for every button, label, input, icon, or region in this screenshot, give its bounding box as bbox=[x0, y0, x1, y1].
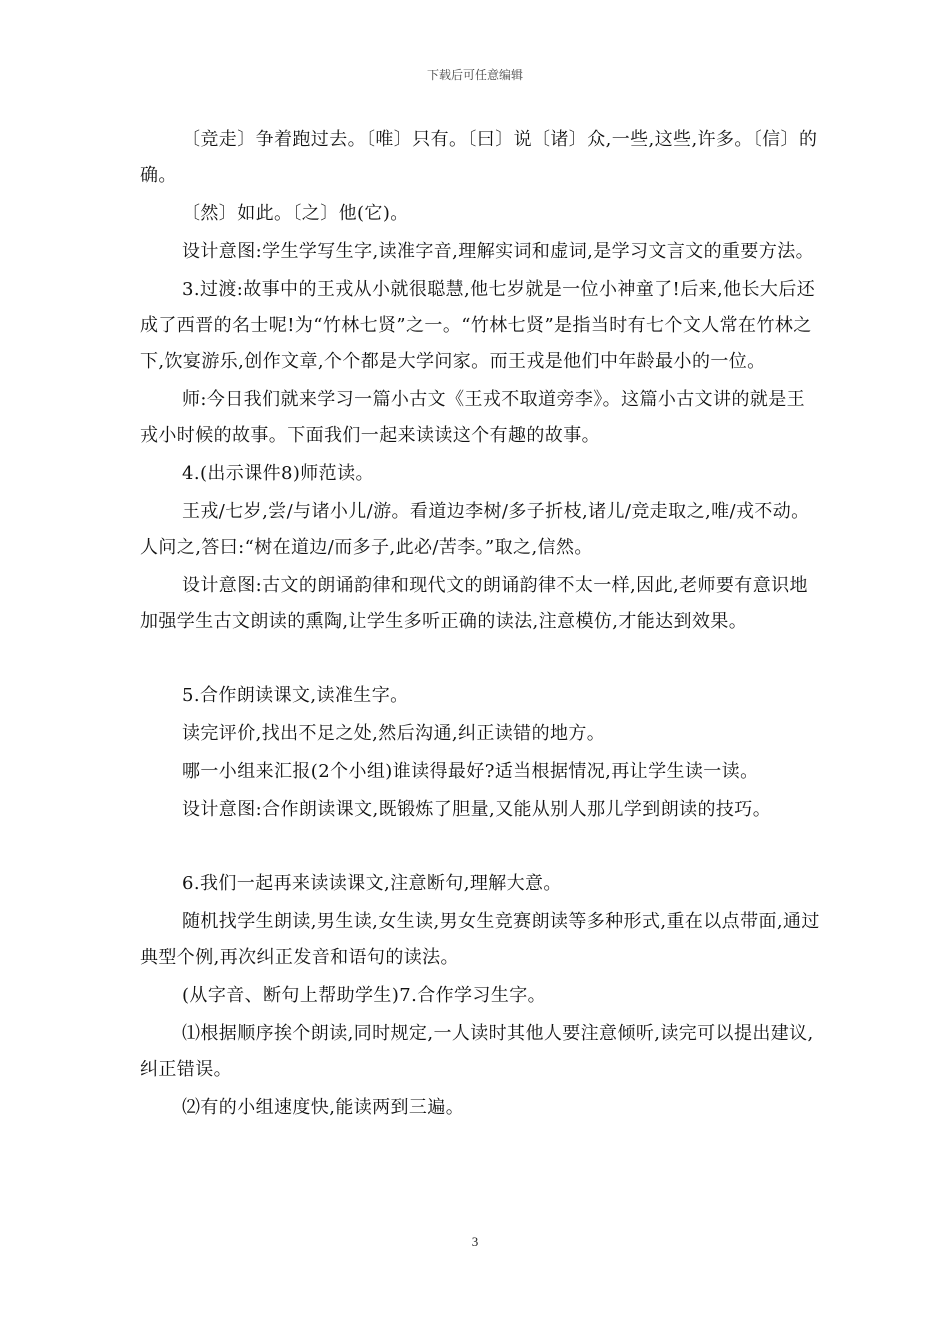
paragraph-item-1: ⑴根据顺序挨个朗读,同时规定,一人读时其他人要注意倾听,读完可以提出建议,纠正错误。 bbox=[140, 1023, 814, 1080]
paragraph-design-intent-1: 设计意图:学生学写生字,读准字音,理解实词和虚词,是学习文言文的重要方法。 bbox=[182, 241, 815, 262]
paragraph-step-4: 4.(出示课件8)师范读。 bbox=[182, 463, 374, 484]
paragraph-group-report: 哪一小组来汇报(2个小组)谁读得最好?适当根据情况,再让学生读一读。 bbox=[182, 761, 759, 782]
paragraph-random-reading: 随机找学生朗读,男生读,女生读,男女生竞赛朗读等多种形式,重在以点带面,通过典型个例,再次纠正发音和语句的读法。 bbox=[140, 911, 820, 968]
paragraph-item-2: ⑵有的小组速度快,能读两到三遍。 bbox=[182, 1097, 465, 1118]
paragraph-step-3: 3.过渡:故事中的王戎从小就很聪慧,他七岁就是一位小神童了!后来,他长大后还成了西晋的名士呢!为“竹林七贤”之一。“竹林七贤”是指当时有七个文人常在竹林之下,饮宴游乐,创作文章,个个都是大学问家。而王戎是他们中年龄最小的一位。 bbox=[140, 279, 816, 372]
paragraph-vocab-notes: 〔竞走〕争着跑过去。〔唯〕只有。〔曰〕说〔诸〕众,一些,这些,许多。〔信〕的确。 bbox=[140, 129, 818, 186]
paragraph-design-intent-2: 设计意图:古文的朗诵韵律和现代文的朗诵韵律不太一样,因此,老师要有意识地加强学生古文朗读的熏陶,让学生多听正确的读法,注意模仿,才能达到效果。 bbox=[140, 575, 808, 632]
page-header: 下载后可任意编辑 bbox=[426, 68, 523, 82]
paragraph-spacer bbox=[140, 830, 820, 866]
page-number: 3 bbox=[471, 1234, 479, 1249]
paragraph-step-6: 6.我们一起再来读读课文,注意断句,理解大意。 bbox=[182, 873, 562, 894]
paragraph-classical-text: 王戎/七岁,尝/与诸小儿/游。看道边李树/多子折枝,诸儿/竞走取之,唯/戎不动。人问之,答曰:“树在道边/而多子,此必/苦李。”取之,信然。 bbox=[140, 501, 810, 558]
paragraph-step-7: (从字音、断句上帮助学生)7.合作学习生字。 bbox=[182, 985, 547, 1006]
paragraph-teacher-intro: 师:今日我们就来学习一篇小古文《王戎不取道旁李》。这篇小古文讲的就是王戎小时候的故事。下面我们一起来读读这个有趣的故事。 bbox=[140, 389, 806, 446]
document-body bbox=[140, 122, 820, 1128]
paragraph-vocab-notes-2: 〔然〕如此。〔之〕他(它)。 bbox=[182, 203, 409, 224]
paragraph-design-intent-3: 设计意图:合作朗读课文,既锻炼了胆量,又能从别人那儿学到朗读的技巧。 bbox=[182, 799, 772, 820]
paragraph-step-5: 5.合作朗读课文,读准生字。 bbox=[182, 685, 409, 706]
paragraph-spacer bbox=[140, 642, 820, 678]
paragraph-evaluation: 读完评价,找出不足之处,然后沟通,纠正读错的地方。 bbox=[182, 723, 606, 744]
